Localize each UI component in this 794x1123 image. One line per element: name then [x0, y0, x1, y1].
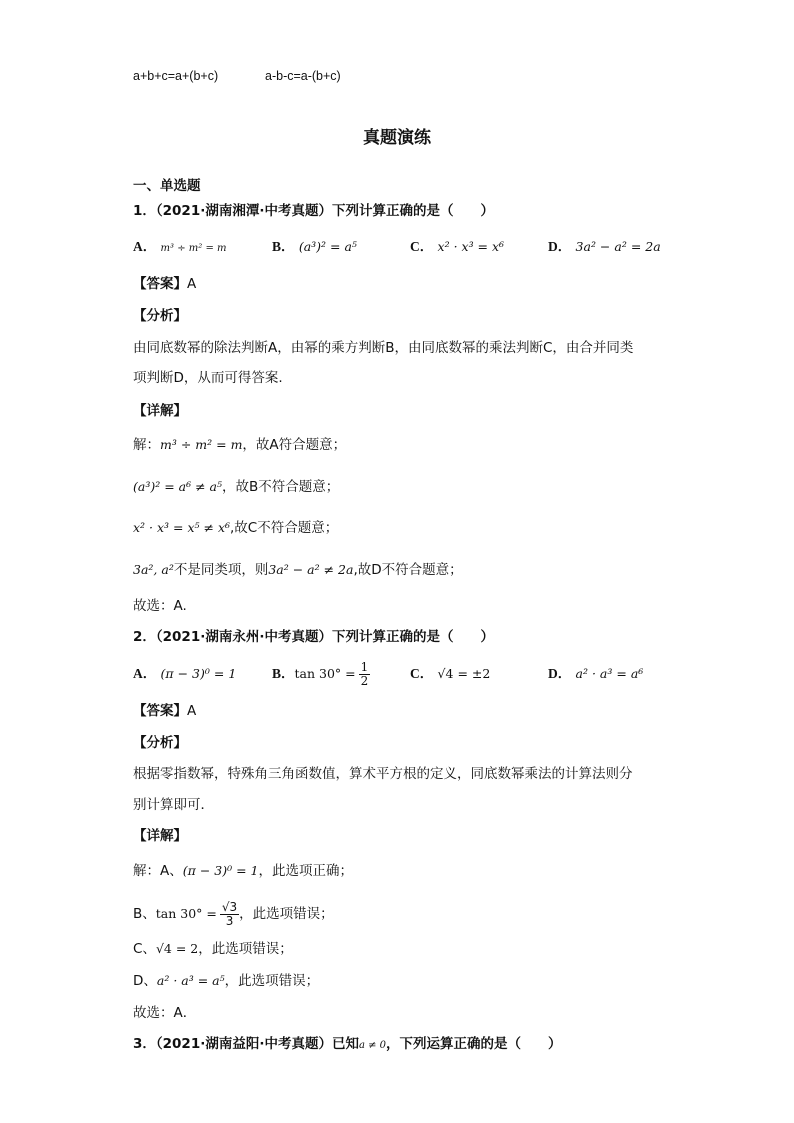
q1-option-b-label: B．	[272, 239, 295, 254]
q2-detail-2-denominator: 3	[225, 913, 234, 928]
q3-stem-math: a ≠ 0	[358, 1040, 387, 1051]
q1-option-d	[548, 237, 661, 257]
q1-option-c-label: C．	[410, 239, 434, 254]
q1-detail-3-math: x² · x³ = x⁵ ≠ x⁶	[133, 520, 231, 535]
q1-detail-2-post: ，故B不符合题意；	[222, 479, 340, 495]
q1-option-d-label: D．	[548, 239, 572, 254]
q1-stem: 1．（2021·湖南湘潭·中考真题）下列计算正确的是（ ）	[133, 203, 494, 219]
q3-stem-post: ，下列运算正确的是（ ）	[386, 1036, 562, 1052]
q1-option-b-math: (a³)² = a⁵	[298, 239, 357, 254]
q2-option-b-label: B．	[272, 666, 295, 681]
q1-detail-1-math: m³ ÷ m² = m	[160, 437, 243, 452]
q1-option-a	[133, 237, 226, 259]
q2-detail-4-post: ，此选项错误；	[224, 973, 320, 989]
q2-option-d-label: D．	[548, 666, 572, 681]
q1-analysis-line-1: 由同底数幂的除法判断A，由幂的乘方判断B，由同底数幂的乘法判断C，由合并同类	[133, 340, 634, 356]
section-heading: 一、单选题	[133, 178, 201, 194]
q1-detail-line-4	[133, 560, 463, 580]
q2-detail-3-post: ，此选项错误；	[198, 941, 293, 957]
q2-detail-line-1	[133, 861, 353, 881]
q2-answer	[133, 701, 196, 721]
q2-option-d-math: a² · a³ = a⁶	[575, 666, 644, 681]
q1-option-c-math: x² · x³ = x⁶	[437, 239, 505, 254]
q2-option-c-math: √4 = ±2	[437, 666, 491, 681]
q2-detail-2-math: tan 30° =	[155, 906, 217, 921]
q2-detail-1-math: (π − 3)⁰ = 1	[182, 863, 259, 878]
q2-choice: 故选：A．	[133, 1005, 197, 1021]
q1-option-d-math: 3a² − a² = 2a	[575, 239, 661, 254]
formula-sub-assoc: a-b-c=a-(b+c)	[265, 69, 341, 83]
q1-answer	[133, 274, 196, 294]
q2-detail-4-math: a² · a³ = a⁵	[156, 973, 225, 988]
q2-option-d	[548, 664, 643, 684]
q1-answer-tag: 【答案】	[133, 276, 187, 292]
q1-option-c	[410, 237, 504, 257]
q1-detail-4-math-2: 3a² − a² ≠ 2a	[268, 562, 354, 577]
q1-detail-2-math: (a³)² = a⁶ ≠ a⁵	[133, 479, 222, 494]
q2-answer-value: A	[187, 703, 197, 719]
q2-detail-4-pre: D、	[133, 973, 157, 989]
q2-option-a-math: (π − 3)⁰ = 1	[160, 666, 237, 681]
q2-detail-line-3	[133, 939, 293, 959]
q2-detail-2-numerator: √3	[221, 899, 238, 914]
q2-detail-line-4	[133, 971, 319, 991]
q2-option-c-label: C．	[410, 666, 434, 681]
q1-choice: 故选：A.	[133, 598, 187, 614]
q2-detail-2-post: ，此选项错误；	[239, 906, 334, 922]
q1-detail-4-mid: 不是同类项，则	[173, 562, 269, 578]
q2-detail-2-fraction	[220, 901, 239, 928]
q1-detail-line-3	[133, 518, 338, 538]
q1-detail-line-1	[133, 435, 346, 455]
q2-detail-tag: 【详解】	[133, 828, 187, 844]
q2-option-a	[133, 664, 236, 684]
q2-option-b	[272, 656, 370, 692]
q3-stem-pre: 3．（2021·湖南益阳·中考真题）已知	[133, 1036, 359, 1052]
q2-option-b-denominator: 2	[360, 673, 369, 688]
q2-detail-3-pre: C、	[133, 941, 156, 957]
q1-analysis-tag: 【分析】	[133, 308, 187, 324]
q1-option-a-math: m³ ÷ m² = m	[160, 243, 227, 254]
q1-detail-3-post: ,故C不符合题意；	[230, 520, 339, 536]
q2-analysis-line-2: 别计算即可．	[133, 797, 214, 813]
q3-stem	[133, 1034, 562, 1056]
q1-analysis-line-2: 项判断D，从而可得答案.	[133, 370, 283, 386]
q2-answer-tag: 【答案】	[133, 703, 187, 719]
q2-option-a-label: A．	[133, 666, 157, 681]
q1-answer-value: A	[187, 276, 197, 292]
q1-detail-4-math-1: 3a², a²	[133, 562, 174, 577]
q2-detail-1-post: ，此选项正确；	[258, 863, 353, 879]
q1-option-b	[272, 237, 357, 257]
q2-option-b-math: tan 30° =	[294, 666, 356, 681]
q1-option-a-label: A．	[133, 239, 157, 254]
q2-option-b-numerator: 1	[360, 659, 369, 674]
q2-option-b-fraction	[359, 661, 371, 688]
q2-option-c	[410, 664, 490, 684]
q2-analysis-tag: 【分析】	[133, 735, 187, 751]
q1-detail-4-post: ,故D不符合题意；	[353, 562, 463, 578]
q1-detail-line-2	[133, 477, 339, 497]
q2-stem: 2．（2021·湖南永州·中考真题）下列计算正确的是（ ）	[133, 629, 494, 645]
q2-detail-3-math: √4 = 2	[155, 941, 199, 956]
section-title: 真题演练	[363, 128, 431, 148]
q2-detail-2-pre: B、	[133, 906, 156, 922]
q2-detail-1-pre: 解：A、	[133, 863, 183, 879]
q1-detail-1-pre: 解：	[133, 437, 160, 453]
q1-detail-1-post: ，故A符合题意；	[242, 437, 347, 453]
q1-detail-tag: 【详解】	[133, 403, 187, 419]
formula-add-assoc: a+b+c=a+(b+c)	[133, 69, 219, 83]
q2-analysis-line-1: 根据零指数幂，特殊角三角函数值，算术平方根的定义，同底数幂乘法的计算法则分	[133, 766, 633, 782]
q2-detail-line-2	[133, 894, 334, 934]
